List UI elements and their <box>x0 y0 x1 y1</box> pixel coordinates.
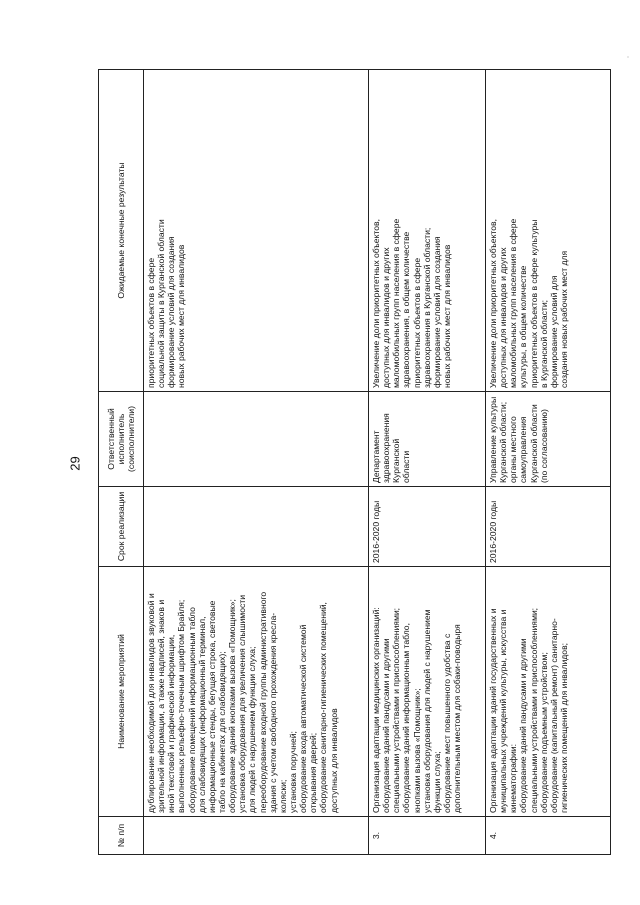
cell-results-line: Увеличение доли приоритетных объектов, <box>488 219 498 388</box>
cell-name-line: оборудование зданий кнопками вызова «Помощник»; <box>227 599 238 813</box>
cell-results-line: в Курганской области; <box>538 299 549 388</box>
cell-name-line: кинематографии: <box>508 744 519 813</box>
cell-results-line: здравоохранения, в общем количестве <box>401 231 412 388</box>
cell-results-line: формирование условий для создания <box>166 236 177 388</box>
cell-name <box>369 567 486 817</box>
measures-table <box>98 69 611 855</box>
cell-name-line: оборудование зданий информационным табло, <box>401 623 412 813</box>
cell-results <box>144 70 369 392</box>
cell-name-line: оборудование зданий пандусами и другими <box>518 638 529 813</box>
cell-results-line: формирование условий для <box>548 275 559 388</box>
cell-executor-line: Управление культуры <box>488 396 498 483</box>
cell-executor <box>144 392 369 487</box>
cell-results-line: культуры, в общем количестве <box>518 265 529 388</box>
cell-name-line: функции слуха; <box>431 751 442 813</box>
cell-results-line: доступных для инвалидов и других <box>498 247 509 388</box>
cell-term: 2016-2020 годы <box>486 487 611 567</box>
cell-executor-line: Курганской области <box>528 404 539 483</box>
header-executor: Ответственный исполнитель (соисполнители) <box>99 392 144 487</box>
cell-name-line: Организация адаптации зданий государственных и <box>488 608 498 813</box>
cell-results-line: новых рабочих мест для инвалидов <box>176 244 187 388</box>
cell-name-line: оборудование (капитальный ремонт) санитарно- <box>548 618 559 813</box>
cell-name <box>144 567 369 817</box>
cell-name-line: дополнительным местом для собаки-поводыря <box>452 624 463 813</box>
table-header-row <box>99 70 144 855</box>
cell-name-line: гигиенических помещений для инвалидов; <box>558 642 569 813</box>
cell-name-line: муниципальных учреждений культуры, искусства и <box>498 609 509 813</box>
cell-num: 3. <box>369 817 486 855</box>
cell-term: 2016-2020 годы <box>369 487 486 567</box>
cell-executor-line: области <box>401 450 412 483</box>
cell-results-line: здравоохранения в Курганской области; <box>421 227 432 388</box>
cell-results-line: новых рабочих мест для инвалидов <box>441 244 452 388</box>
cell-executor-line: здравоохранения Курганской <box>381 413 402 483</box>
cell-name-line: установка оборудования для увеличения слышимости <box>237 594 248 813</box>
cell-name-line: выполненных рельефно-точечным шрифтом Брайля; <box>176 599 187 813</box>
cell-results-line: доступных для инвалидов и других <box>381 247 392 388</box>
cell-num <box>144 817 369 855</box>
cell-executor-line: Департамент <box>371 430 381 483</box>
cell-results-line: маломобильных групп населения в сфере <box>391 218 402 388</box>
table-row <box>369 70 486 855</box>
cell-results-line: формирование условий для создания <box>431 236 442 388</box>
cell-executor-line: органы местного <box>508 416 519 483</box>
cell-name-line: зрительной информации, а также надписей, знаков и <box>156 599 167 813</box>
cell-name <box>486 567 611 817</box>
cell-name-line: здания с учетом свободного прохождения кресла- <box>267 612 278 813</box>
cell-name-line: оборудование мест повышенного удобства с <box>441 633 452 813</box>
cell-results-line: приоритетных объектов в сфере культуры <box>528 219 539 388</box>
cell-name-line: специальными устройствами и приспособлениями; <box>528 607 539 813</box>
cell-name-line: для слабовидящих (информационный терминал, <box>196 616 207 813</box>
cell-name-line: оборудование входа автоматической системой <box>298 624 309 813</box>
page-number: 29 <box>67 456 83 471</box>
cell-name-line: для людей с нарушением функции слуха; <box>247 646 258 813</box>
table-row <box>144 70 369 855</box>
cell-results-line: создания новых рабочих мест для <box>558 250 569 388</box>
header-results: Ожидаемые конечные результаты <box>99 70 144 392</box>
cell-executor-line: Курганской области; <box>498 401 509 483</box>
cell-name-line: специальными устройствами и приспособлениями; <box>391 607 402 813</box>
header-num: № п/п <box>99 817 144 855</box>
cell-name-line: иной текстовой и графической информации, <box>166 634 177 813</box>
cell-executor-line: (по согласованию) <box>538 409 549 483</box>
cell-name-line: установка поручней; <box>287 731 298 813</box>
cell-name-line: оборудование подъемным устройством; <box>538 652 549 813</box>
cell-results-line: маломобильных групп населения в сфере <box>508 218 519 388</box>
cell-name-line: оборудование зданий пандусами и другими <box>381 638 392 813</box>
cell-name-line: информационные стенды, бегущая строка, световые <box>206 600 217 813</box>
cell-name-line: коляски; <box>277 779 288 813</box>
header-name: Наименование мероприятий <box>99 567 144 817</box>
header-term: Срок реализации <box>99 487 144 567</box>
rotated-table-sheet <box>98 70 608 855</box>
cell-name-line: доступных для инвалидов <box>328 708 339 813</box>
cell-executor-line: самоуправления <box>518 416 529 483</box>
corner-mark: · <box>622 55 633 59</box>
cell-term <box>144 487 369 567</box>
cell-name-line: дублирование необходимой для инвалидов звуковой и <box>146 593 156 813</box>
cell-name-line: Организация адаптации медицинских организаций: <box>371 607 381 813</box>
cell-results-line: приоритетных объектов в сфере <box>411 257 422 388</box>
cell-num: 4. <box>486 817 611 855</box>
cell-results <box>486 70 611 392</box>
cell-executor <box>369 392 486 487</box>
cell-name-line: открывания дверей; <box>308 732 319 813</box>
cell-name-line: оборудование помещений информационным табло <box>186 607 197 813</box>
cell-results-line: приоритетных объектов в сфере <box>146 257 156 388</box>
cell-name-line: установка оборудования для людей с нарушением <box>421 609 432 813</box>
table-row <box>486 70 611 855</box>
cell-results-line: Увеличение доли приоритетных объектов, <box>371 219 381 388</box>
cell-results-line: социальной защиты в Курганской области <box>156 219 167 388</box>
cell-results <box>369 70 486 392</box>
cell-name-line: кнопками вызова «Помощник»; <box>411 688 422 813</box>
cell-executor <box>486 392 611 487</box>
cell-name-line: переоборудование входной группы административного <box>257 591 268 813</box>
cell-name-line: табло на кабинетах для слабовидящих); <box>216 651 227 813</box>
cell-name-line: оборудование санитарно-гигиенических помещений, <box>318 602 329 813</box>
